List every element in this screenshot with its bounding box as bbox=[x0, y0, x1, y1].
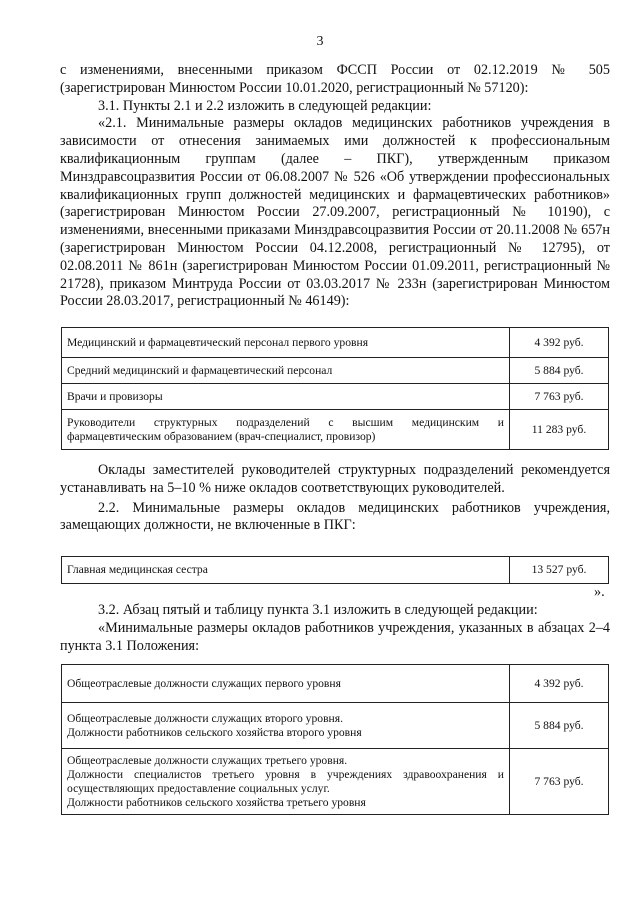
table-row bbox=[62, 703, 609, 749]
table-cell-name: Руководители структурных подразделений с высшим медицинским и фармацевтическим образованием (врач-специалист, провизор) bbox=[62, 410, 510, 450]
table-cell-line: Должности работников сельского хозяйства третьего уровня bbox=[67, 795, 366, 809]
paragraph-block-3 bbox=[60, 602, 610, 655]
table-cell-line: Общеотраслевые должности служащих первого уровня bbox=[67, 676, 341, 690]
table-cell-line: Должности работников сельского хозяйства второго уровня bbox=[67, 725, 362, 739]
table-row bbox=[62, 328, 609, 358]
table-cell-value: 4 392 руб. bbox=[510, 665, 609, 703]
paragraph-2-1: «2.1. Минимальные размеры окладов медицинских работников учреждения в зависимости от отнесения занимаемых ими должностей к профессиональным квалификационным группам (далее – ПКГ), утвержденным приказом Минздравсоцразвития России от 06.08.2007 № 526 «Об утверждении профессиональных квалификационных групп должностей медицинских и фармацевтических работников» (зарегистрирован Минюстом России 27.09.2007, регистрационный № 10190), с изменениями, внесенными приказами Минздравсоцразвития России от 20.11.2008 № 657н (зарегистрирован Минюстом России 04.12.2008, регистрационный № 12795), от 02.08.2011 № 861н (зарегистрирован Минюстом России 01.09.2011, регистрационный № 21728), приказом Минтруда России от 03.03.2017 № 233н (зарегистрирован Минюстом России 28.03.2017, регистрационный № 46149): bbox=[60, 115, 610, 310]
table-row bbox=[62, 384, 609, 410]
table-cell-line: Общеотраслевые должности служащих второго уровня. bbox=[67, 711, 343, 725]
paragraph-3-1: 3.1. Пункты 2.1 и 2.2 изложить в следующей редакции: bbox=[98, 97, 432, 114]
paragraph-deputies: Оклады заместителей руководителей структурных подразделений рекомендуется устанавливать на 5–10 % ниже окладов соответствующих руководителей. bbox=[60, 462, 610, 496]
table-cell-value: 13 527 руб. bbox=[510, 557, 609, 584]
paragraph-min-salaries: «Минимальные размеры окладов работников учреждения, указанных в абзацах 2–4 пункта 3.1 Положения: bbox=[60, 619, 610, 654]
table-cell-name: Медицинский и фармацевтический персонал первого уровня bbox=[62, 328, 510, 358]
table-cell-value: 7 763 руб. bbox=[510, 749, 609, 815]
table-cell-name: Средний медицинский и фармацевтический персонал bbox=[62, 358, 510, 384]
table-row bbox=[62, 749, 609, 815]
table-cell-name bbox=[62, 665, 510, 703]
table-cell-name: Врачи и провизоры bbox=[62, 384, 510, 410]
paragraph-block-1 bbox=[60, 62, 610, 311]
table-medical-pkg bbox=[61, 327, 609, 450]
page-number: 3 bbox=[316, 34, 324, 49]
table-cell-name: Главная медицинская сестра bbox=[62, 557, 510, 584]
table-row bbox=[62, 665, 609, 703]
table-cell-value: 7 763 руб. bbox=[510, 384, 609, 410]
paragraph-3-2: 3.2. Абзац пятый и таблицу пункта 3.1 изложить в следующей редакции: bbox=[98, 602, 538, 618]
paragraph-block-2 bbox=[60, 462, 610, 535]
table-row bbox=[62, 410, 609, 450]
table-non-pkg bbox=[61, 556, 609, 584]
table-cell-name bbox=[62, 749, 510, 815]
closing-quote: ». bbox=[594, 584, 605, 600]
table-general-positions bbox=[61, 664, 609, 815]
paragraph-2-2: 2.2. Минимальные размеры окладов медицинских работников учреждения, замещающих должности, не включенные в ПКГ: bbox=[60, 499, 610, 534]
table-row bbox=[62, 358, 609, 384]
table-cell-name bbox=[62, 703, 510, 749]
table-cell-line: Общеотраслевые должности служащих третьего уровня. bbox=[67, 753, 348, 767]
table-cell-line: Должности специалистов третьего уровня в учреждениях здравоохранения и осуществляющих предоставление социальных услуг. bbox=[67, 767, 504, 795]
table-cell-value: 11 283 руб. bbox=[510, 410, 609, 450]
table-row bbox=[62, 557, 609, 584]
table-cell-value: 4 392 руб. bbox=[510, 328, 609, 358]
table-cell-value: 5 884 руб. bbox=[510, 703, 609, 749]
table-cell-value: 5 884 руб. bbox=[510, 358, 609, 384]
paragraph-intro: с изменениями, внесенными приказом ФССП России от 02.12.2019 № 505 (зарегистрирован Минюстом России 10.01.2020, регистрационный № 57120): bbox=[60, 62, 610, 96]
